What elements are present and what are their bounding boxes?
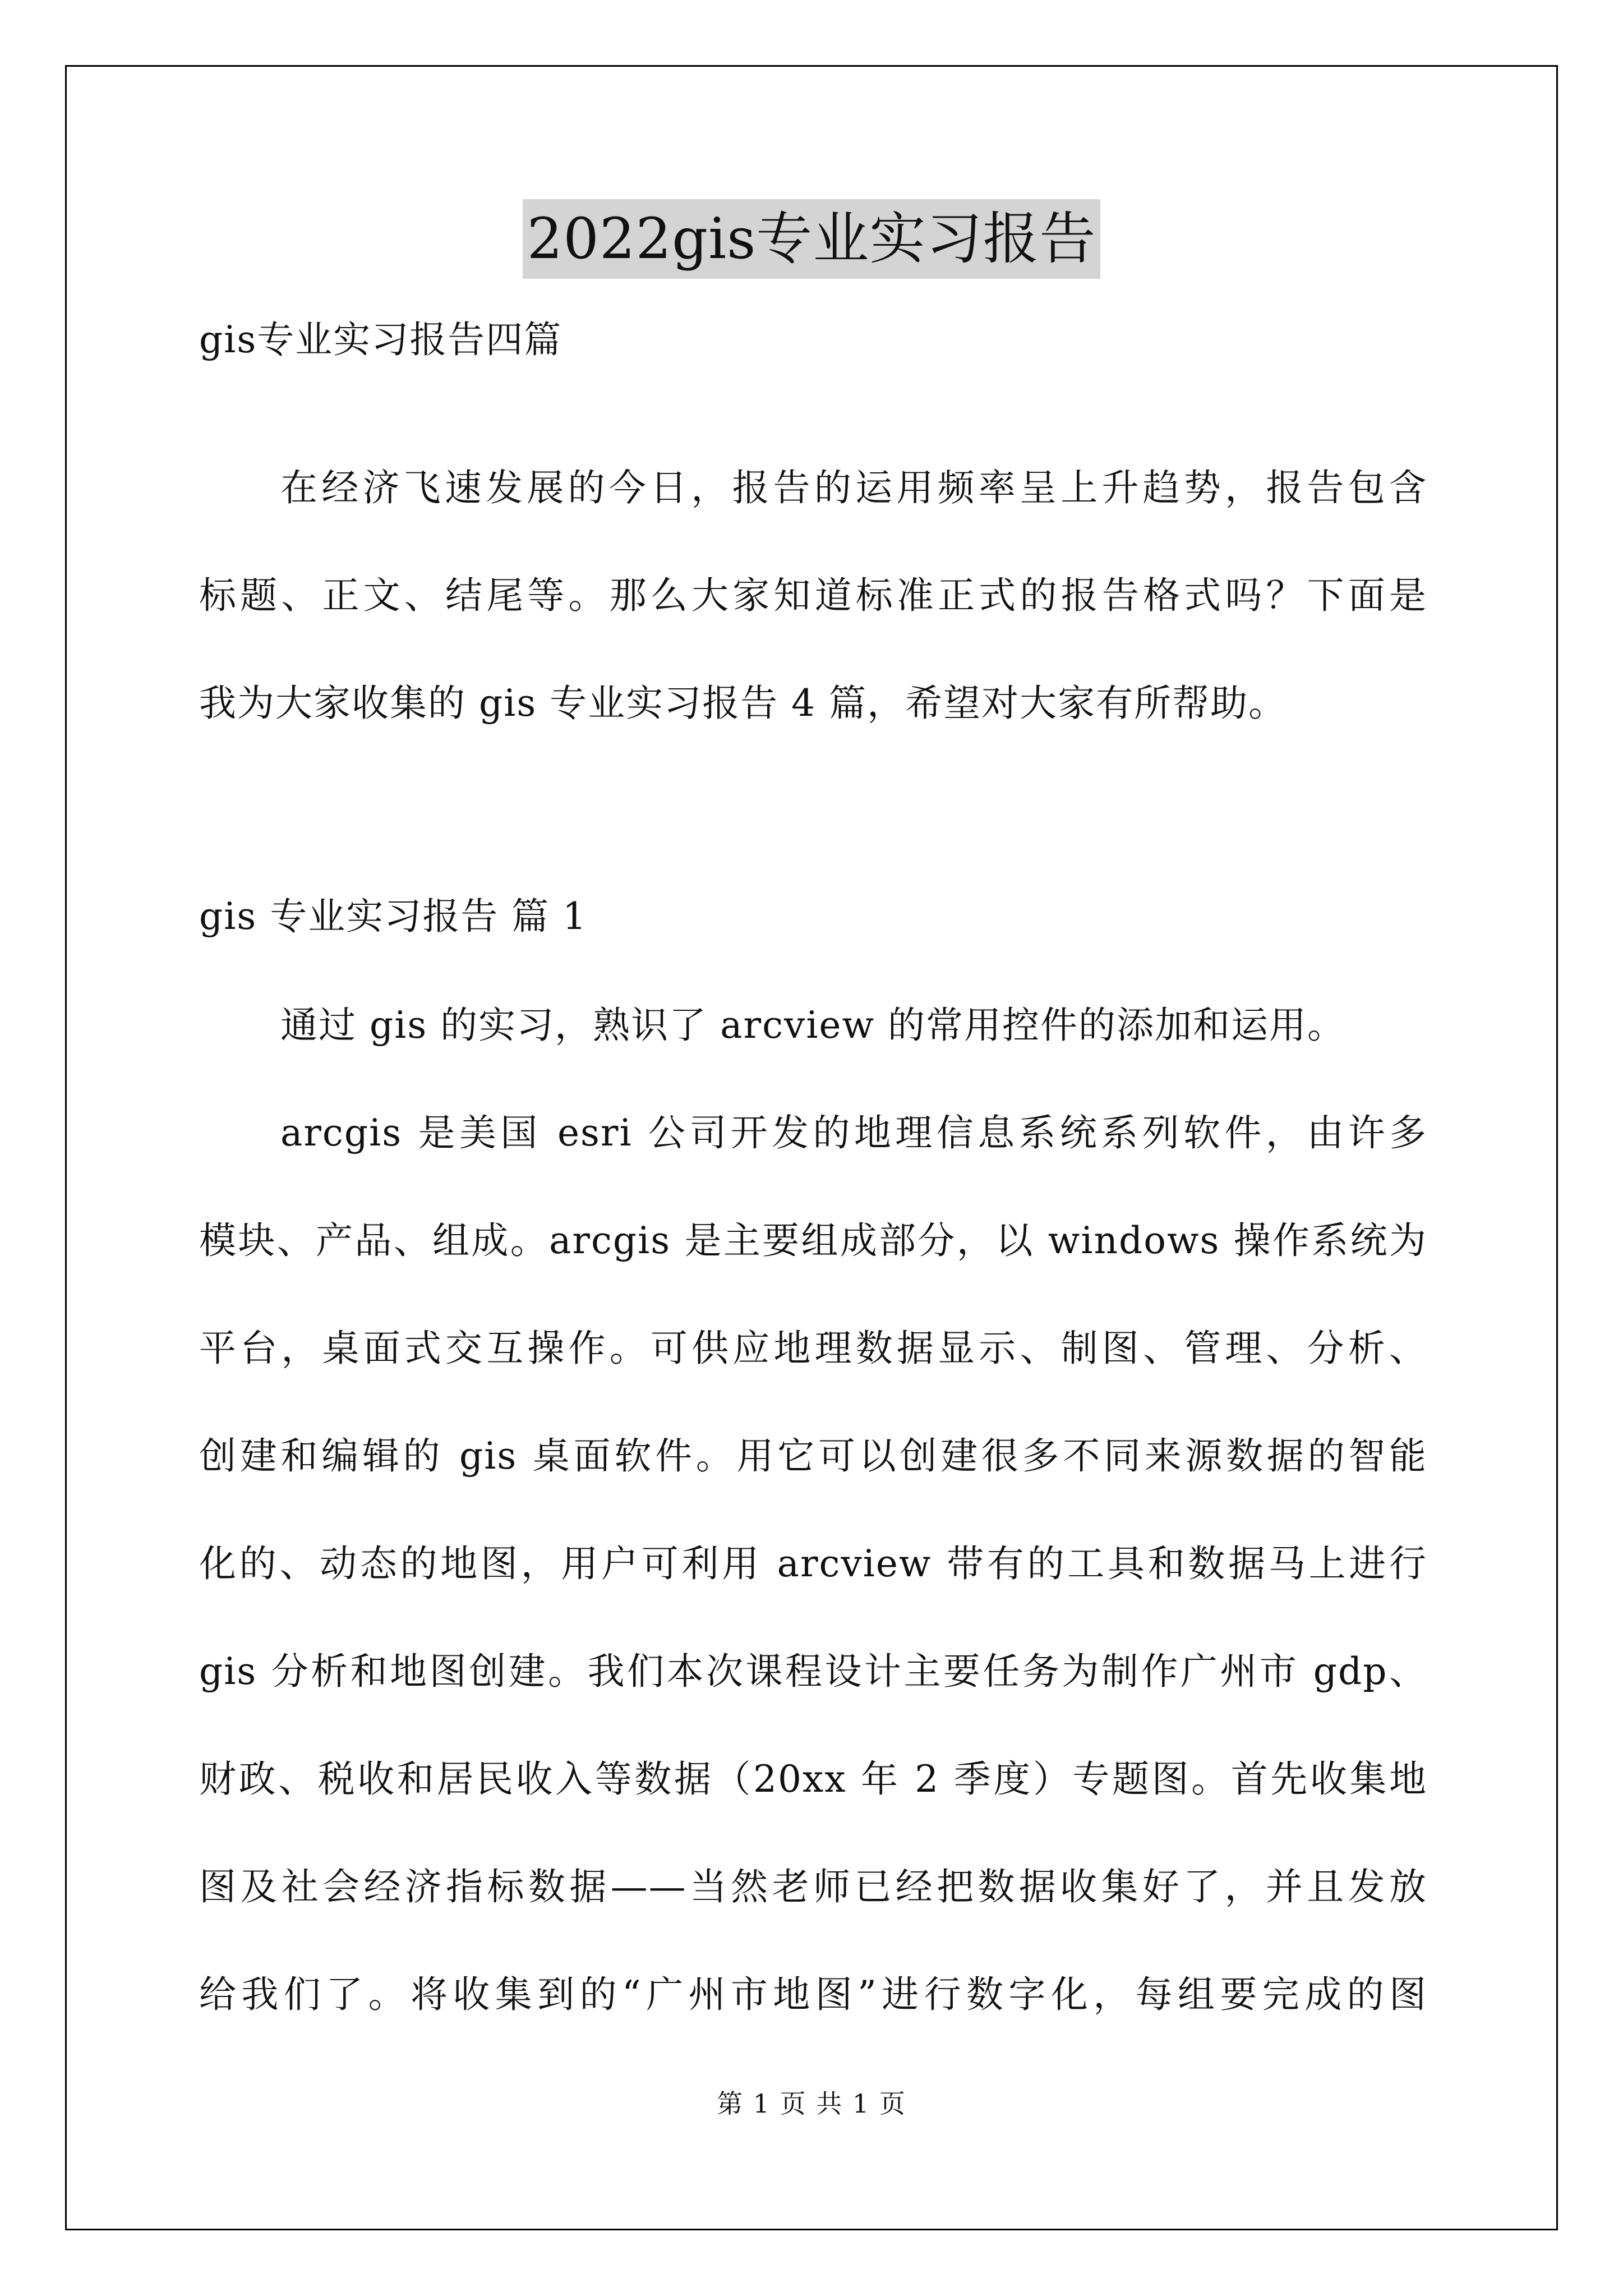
intro-line-3: 我为大家收集的 gis 专业实习报告 4 篇，希望对大家有所帮助。 [199,682,1287,725]
paragraph-2-line-6: gis 分析和地图创建。我们本次课程设计主要任务为制作广州市 gdp、 [199,1650,1427,1693]
paragraph-2-line-5: 化的、动态的地图，用户可利用 arcview 带有的工具和数据马上进行 [199,1542,1427,1585]
section-heading: gis 专业实习报告 篇 1 [199,895,588,938]
paragraph-2-line-1: arcgis 是美国 esri 公司开发的地理信息系统系列软件，由许多 [280,1111,1427,1154]
page-footer: 第 1 页 共 1 页 [717,2088,906,2119]
paragraph-2-line-7: 财政、税收和居民收入等数据（20xx 年 2 季度）专题图。首先收集地 [199,1757,1427,1801]
paragraph-2-line-9: 给我们了。将收集到的“广州市地图”进行数字化，每组要完成的图 [199,1973,1427,2016]
paragraph-2-line-8: 图及社会经济指标数据——当然老师已经把数据收集好了，并且发放 [199,1865,1427,1908]
document-subtitle: gis专业实习报告四篇 [199,318,562,361]
paragraph-2-line-3: 平台，桌面式交互操作。可供应地理数据显示、制图、管理、分析、 [199,1327,1427,1370]
document-title: 2022gis专业实习报告 [523,199,1101,279]
paragraph-1: 通过 gis 的实习，熟识了 arcview 的常用控件的添加和运用。 [280,1004,1345,1047]
intro-line-2: 标题、正文、结尾等。那么大家知道标准正式的报告格式吗？下面是 [199,574,1427,617]
paragraph-2-line-4: 创建和编辑的 gis 桌面软件。用它可以创建很多不同来源数据的智能 [199,1434,1427,1478]
title-container [0,199,1623,279]
paragraph-2-line-2: 模块、产品、组成。arcgis 是主要组成部分，以 windows 操作系统为 [199,1219,1427,1262]
intro-line-1: 在经济飞速发展的今日，报告的运用频率呈上升趋势，报告包含 [280,466,1427,509]
